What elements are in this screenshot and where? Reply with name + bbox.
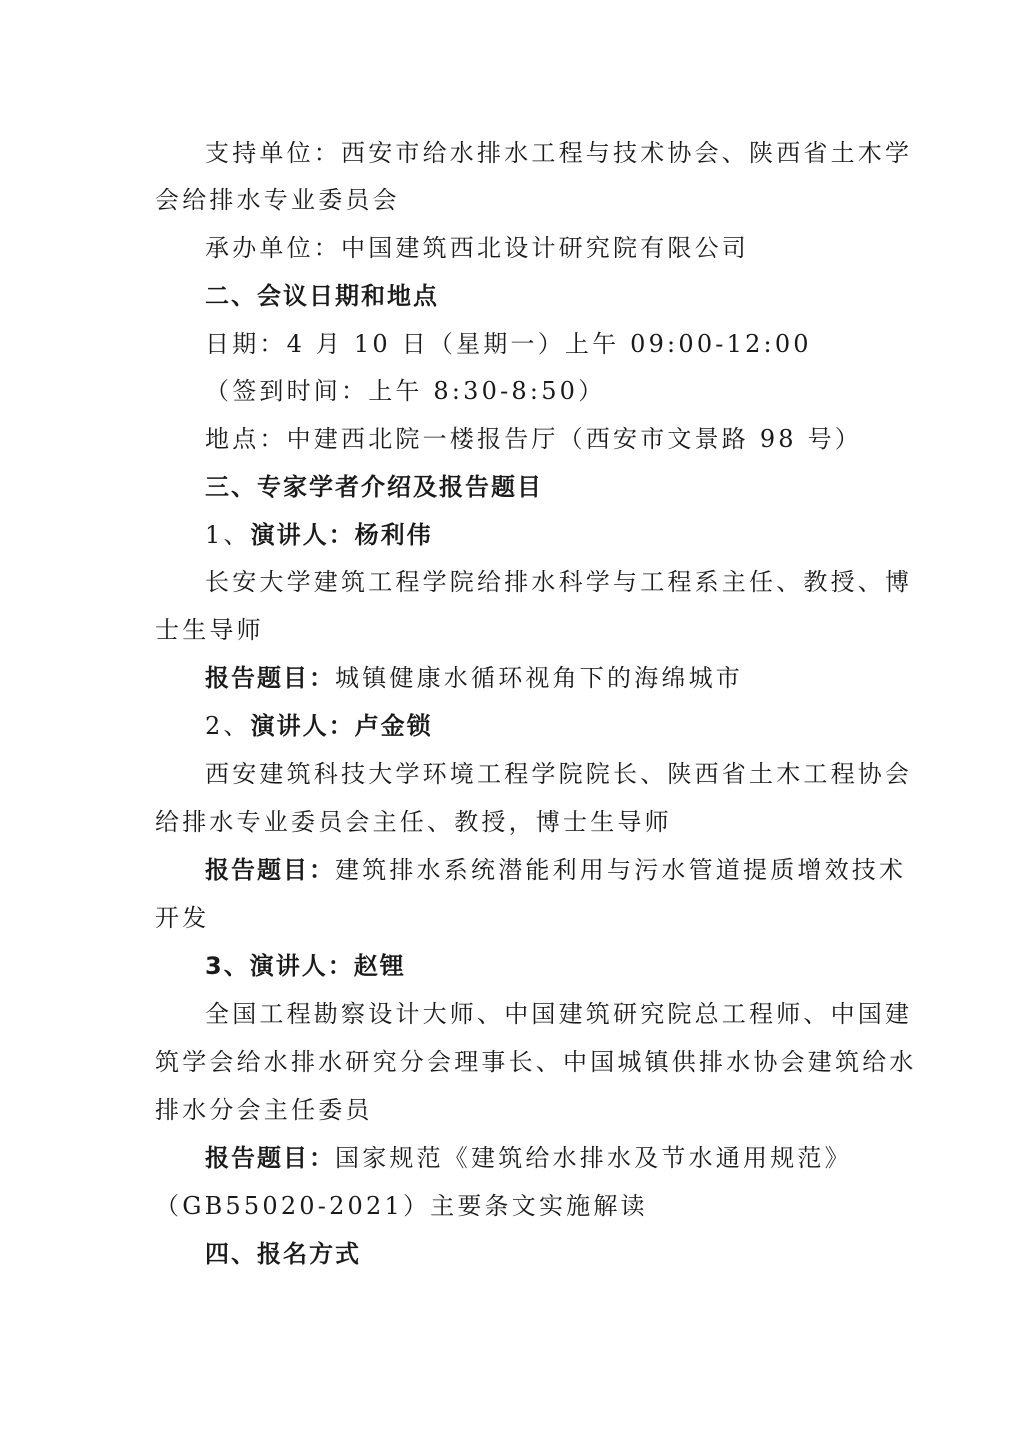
speaker-2-topic xyxy=(205,854,907,886)
speaker-3-bio-line3: 排水分会主任委员 xyxy=(155,1096,373,1124)
speaker-2-bio-line2: 给排水专业委员会主任、教授，博士生导师 xyxy=(155,808,672,836)
support-units-line2: 会给排水专业委员会 xyxy=(155,186,400,214)
speaker-1-bio-line1: 长安大学建筑工程学院给排水科学与工程系主任、教授、博 xyxy=(205,568,913,596)
speaker-1-label: 演讲人：杨利伟 xyxy=(250,521,433,549)
section3-heading: 三、专家学者介绍及报告题目 xyxy=(205,473,543,501)
support-units-line1: 支持单位：西安市给水排水工程与技术协会、陕西省土木学 xyxy=(205,139,913,167)
speaker-3-title xyxy=(205,950,865,982)
speaker-2-topic-line2: 开发 xyxy=(155,904,210,932)
speaker-3-bio-line2: 筑学会给水排水研究分会理事长、中国城镇供排水协会建筑给水 xyxy=(155,1048,917,1076)
speaker-2-number: 2、 xyxy=(205,712,251,740)
speaker-3-topic-label: 报告题目： xyxy=(205,1144,335,1172)
speaker-2-topic-label: 报告题目： xyxy=(205,856,335,884)
speaker-1-number: 1、 xyxy=(205,521,251,549)
section4-heading: 四、报名方式 xyxy=(205,1240,361,1268)
speaker-3-topic-line2: （GB55020-2021）主要条文实施解读 xyxy=(155,1192,648,1220)
speaker-3-number: 3、 xyxy=(205,952,250,980)
speaker-1-bio-line2: 士生导师 xyxy=(155,616,264,644)
speaker-1-topic-label: 报告题目： xyxy=(205,664,335,692)
speaker-3-label: 演讲人：赵锂 xyxy=(249,952,406,980)
speaker-1-title xyxy=(205,519,865,551)
speaker-3-topic xyxy=(205,1142,865,1174)
speaker-1-topic xyxy=(205,662,865,694)
speaker-2-label: 演讲人：卢金锁 xyxy=(250,712,433,740)
speaker-3-bio-line1: 全国工程勘察设计大师、中国建筑研究院总工程师、中国建 xyxy=(205,1000,913,1028)
speaker-3-topic-text: 国家规范《建筑给水排水及节水通用规范》 xyxy=(335,1144,852,1172)
organizer-text: 承办单位：中国建筑西北设计研究院有限公司 xyxy=(205,234,749,262)
speaker-2-title xyxy=(205,710,865,742)
meeting-location: 地点：中建西北院一楼报告厅（西安市文景路 98 号） xyxy=(205,425,862,453)
speaker-1-topic-text: 城镇健康水循环视角下的海绵城市 xyxy=(335,664,743,692)
checkin-time: （签到时间：上午 8:30-8:50） xyxy=(205,377,606,405)
section2-heading: 二、会议日期和地点 xyxy=(205,282,439,310)
speaker-2-topic-text: 建筑排水系统潜能利用与污水管道提质增效技术 xyxy=(335,856,907,884)
meeting-date: 日期：4 月 10 日（星期一）上午 09:00-12:00 xyxy=(205,330,812,358)
speaker-2-bio-line1: 西安建筑科技大学环境工程学院院长、陕西省土木工程协会 xyxy=(205,760,913,788)
